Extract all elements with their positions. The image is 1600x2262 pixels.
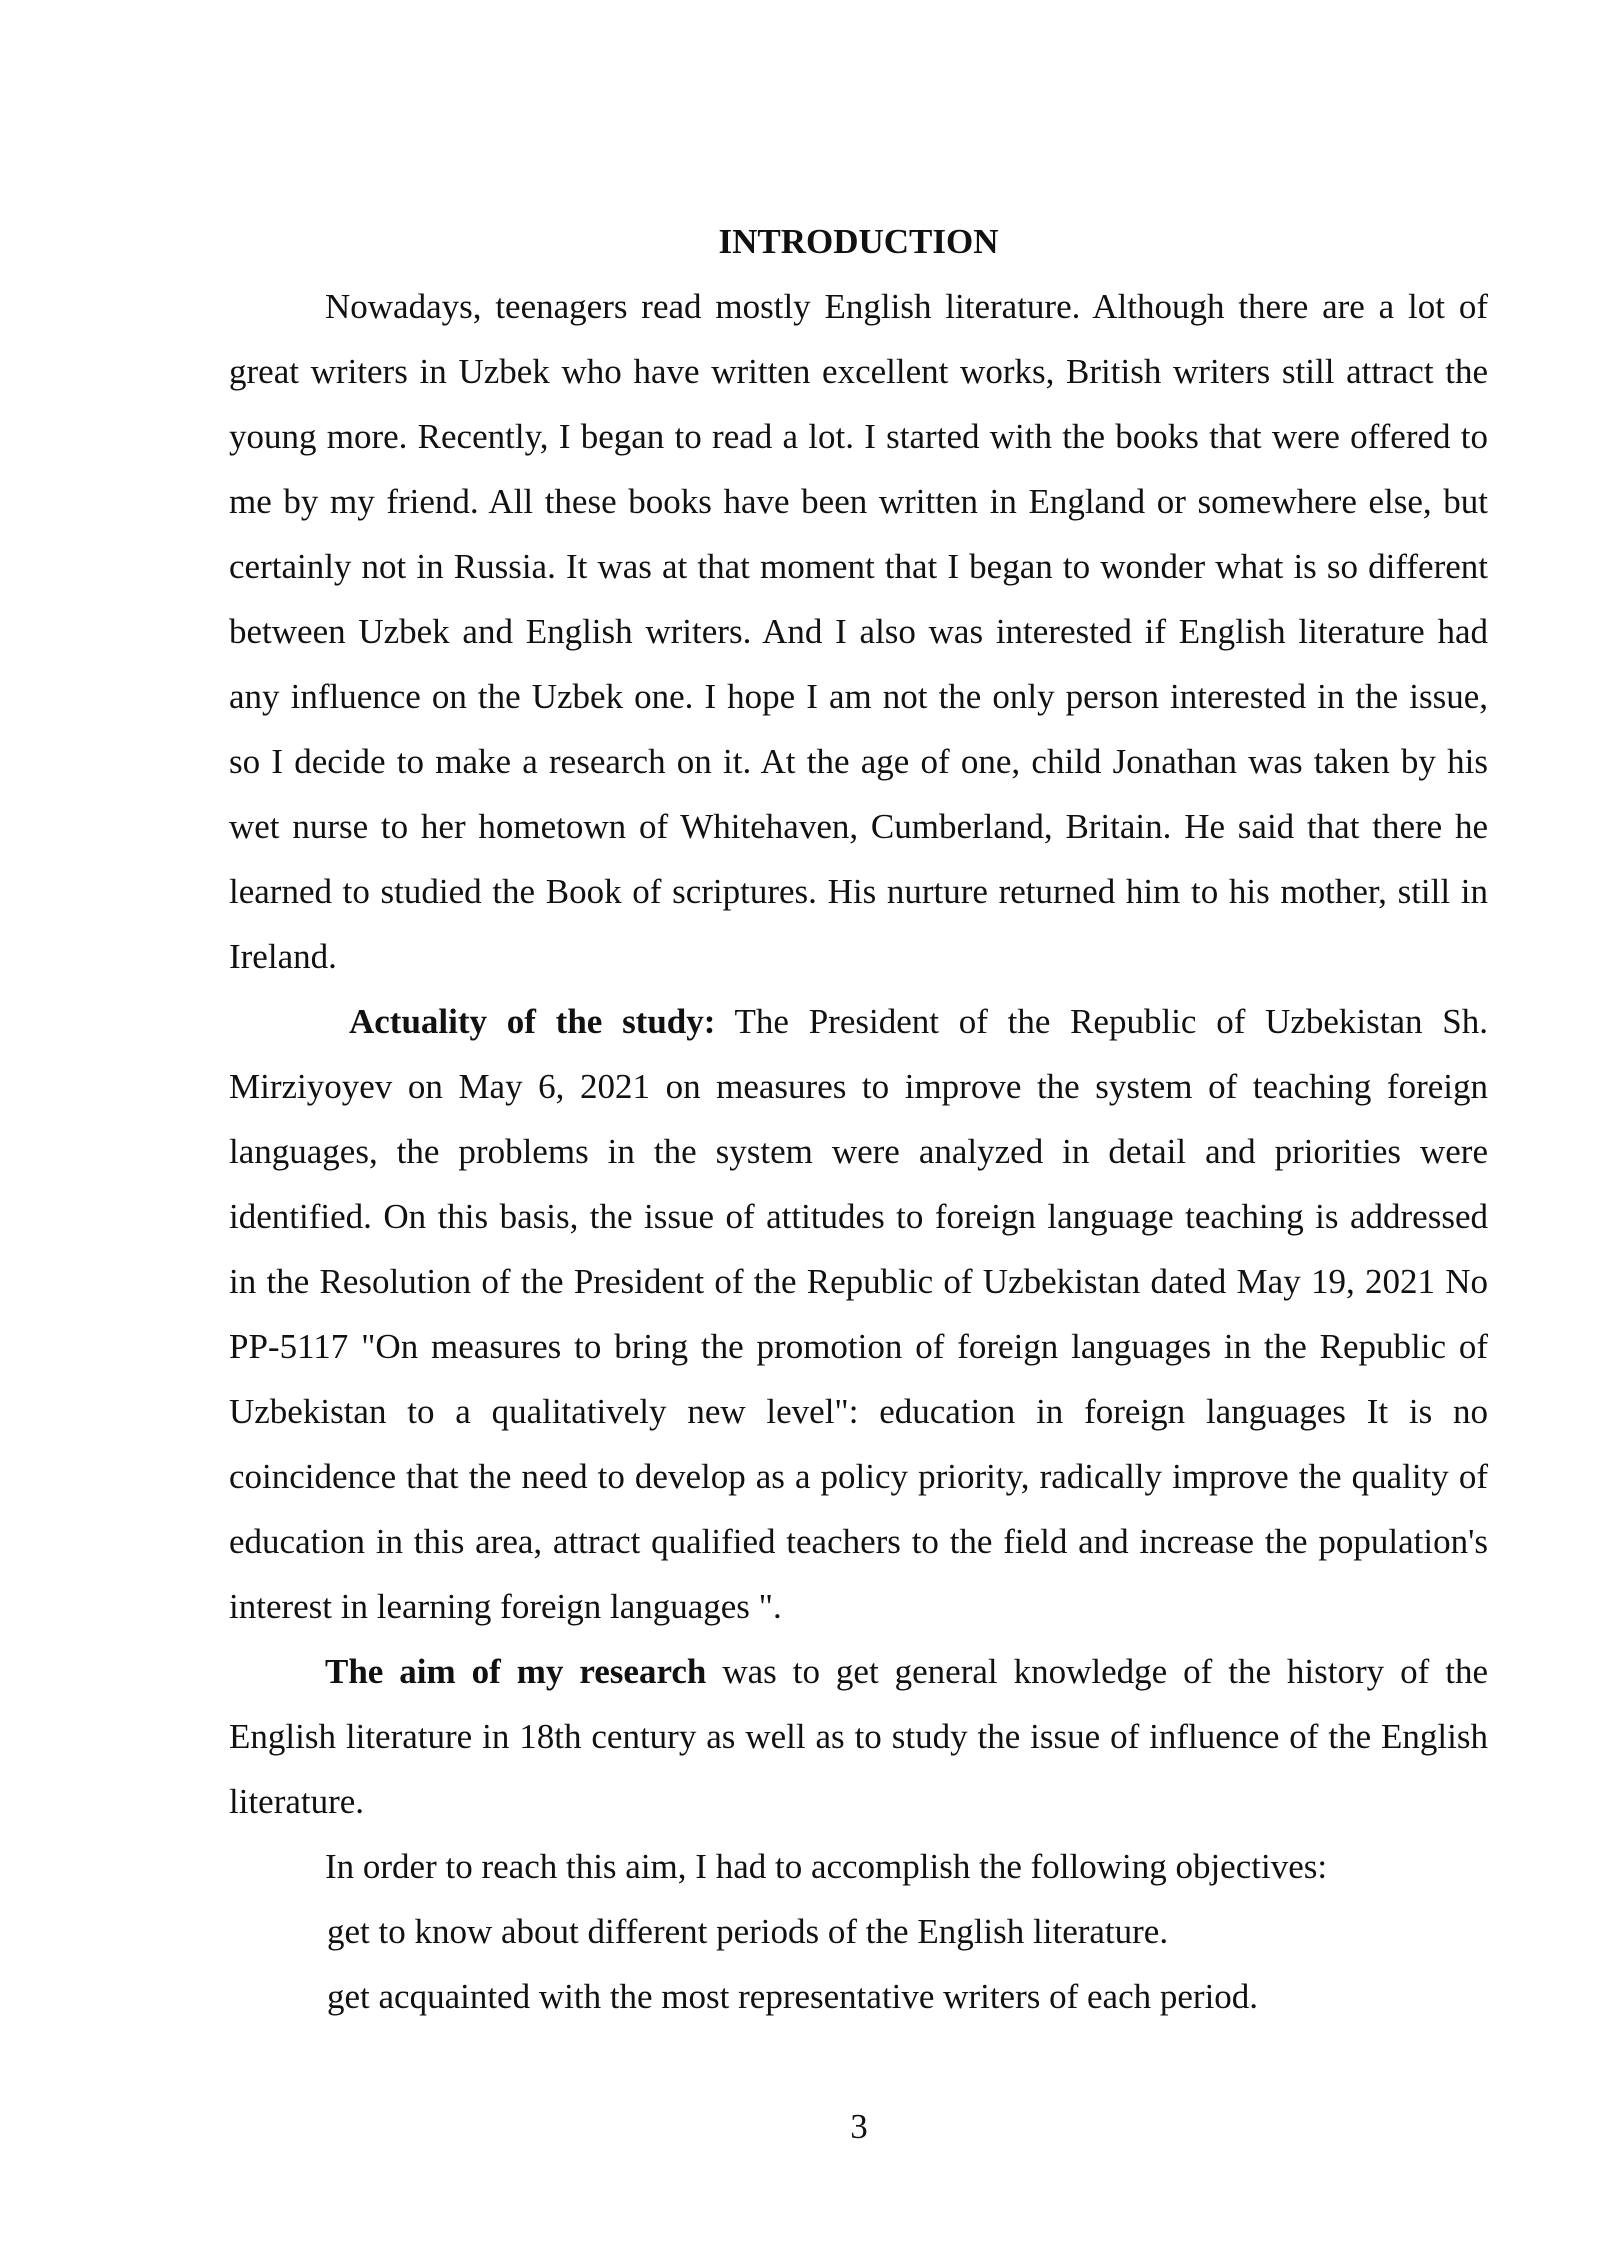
aim-text: was to get general knowledge of the history of the English literature in 18th century as well as to study the issue of influence of the English literature. [229, 1652, 1488, 1821]
objective-item: get acquainted with the most representative writers of each period. [327, 1977, 1259, 2016]
actuality-text: The President of the Republic of Uzbekistan Sh. Mirziyoyev on May 6, 2021 on measures to improve the system of teaching foreign languages, the problems in the system were analyzed in detail and priorities were identified. On this basis, the issue of attitudes to foreign language teaching is addressed in the Resolution of the President of the Republic of Uzbekistan dated May 19, 2021 No PP-5117 "On measures to bring the promotion of foreign languages in the Republic of Uzbekistan to a qualitatively new level": education in foreign languages It is no coincidence that the need to develop as a policy priority, radically improve the quality of education in this area, attract qualified teachers to the field and increase the population's interest in learning foreign languages ". [229, 1002, 1488, 1626]
aim-label: The aim of my research [325, 1652, 707, 1691]
document-body [229, 209, 1488, 2029]
aim-paragraph [229, 1639, 1488, 1834]
objectives-intro: In order to reach this aim, I had to accomplish the following objectives: [325, 1847, 1328, 1886]
intro-paragraph: Nowadays, teenagers read mostly English literature. Although there are a lot of great writers in Uzbek who have written excellent works, British writers still attract the young more. Recently, I began to read a lot. I started with the books that were offered to me by my friend. All these books have been written in England or somewhere else, but certainly not in Russia. It was at that moment that I began to wonder what is so different between Uzbek and English writers. And I also was interested if English literature had any influence on the Uzbek one. I hope I am not the only person interested in the issue, so I decide to make a research on it. At the age of one, child Jonathan was taken by his wet nurse to her hometown of Whitehaven, Cumberland, Britain. He said that there he learned to studied the Book of scriptures. His nurture returned him to his mother, still in Ireland. [229, 287, 1488, 976]
page-number: 3 [850, 2107, 868, 2146]
page-title: INTRODUCTION [718, 222, 999, 261]
actuality-label: Actuality of the study: [349, 1002, 716, 1041]
objective-item: get to know about different periods of the English literature. [327, 1912, 1169, 1951]
actuality-paragraph [229, 989, 1488, 1639]
